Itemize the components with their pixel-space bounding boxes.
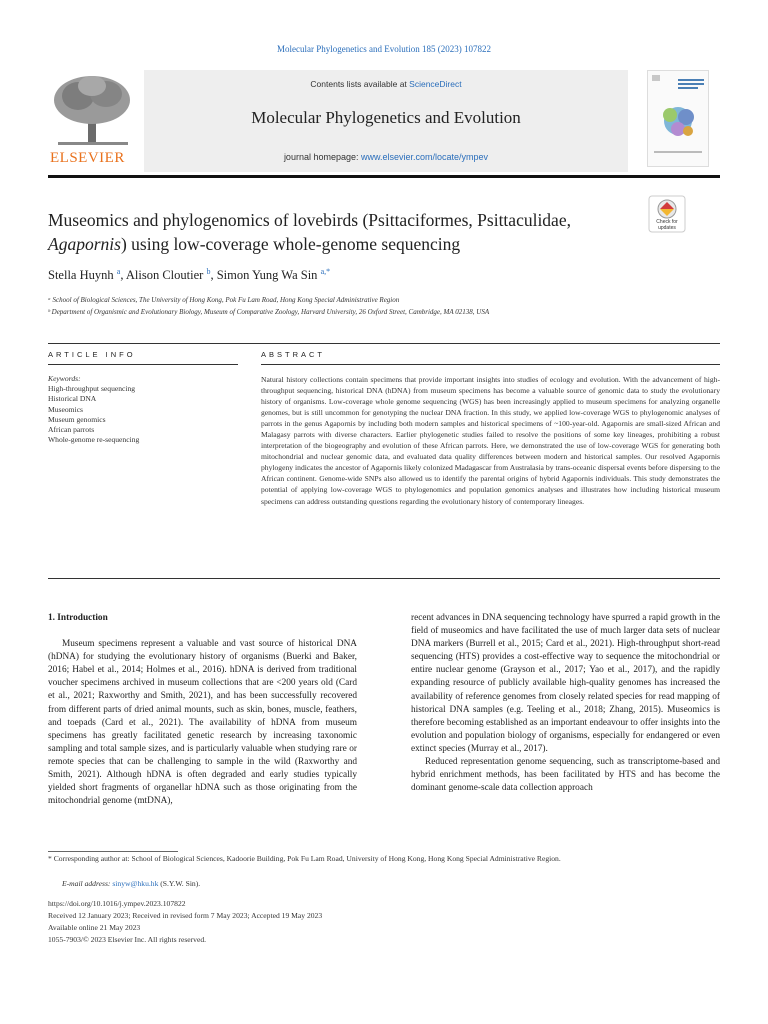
info-rule-left: [48, 364, 238, 365]
author-3-affil[interactable]: a,*: [320, 267, 331, 276]
author-2[interactable]: Alison Cloutier: [125, 268, 204, 283]
header-rule: [48, 175, 720, 178]
elsevier-logo[interactable]: [48, 70, 138, 172]
contents-prefix: Contents lists available at: [310, 79, 410, 89]
email-label: E-mail address:: [62, 879, 113, 888]
title-genus: Agapornis: [48, 234, 121, 254]
banner-center: [144, 70, 628, 172]
journal-cover-thumbnail[interactable]: [647, 70, 709, 167]
keyword: Whole-genome re-sequencing: [48, 435, 140, 445]
copyright: 1055-7903/© 2023 Elsevier Inc. All rights reserved.: [48, 935, 207, 944]
doi-link[interactable]: https://doi.org/10.1016/j.ympev.2023.107822: [48, 899, 186, 908]
abstract-heading: ABSTRACT: [261, 350, 326, 359]
sciencedirect-link[interactable]: ScienceDirect: [409, 79, 462, 89]
keywords-block: [48, 374, 238, 445]
title-part2: ) using low-coverage whole-genome sequencing: [120, 234, 461, 254]
abstract-bottom-rule: [48, 578, 720, 579]
affiliation-b: ᵇ Department of Organismic and Evolutionary Biology, Museum of Comparative Zoology, Harvard University, 26 Oxford Street, Cambridge, MA 02138, USA: [48, 308, 490, 316]
article-title: [48, 208, 628, 256]
abstract-text: Natural history collections contain specimens that provide important insights into studies of ecology and evolution. With the advancement of high-throughput sequencing, historical DNA (hDNA) from museum specimens has become a valuable source of genomic data to study the evolutionary history of organisms. Low-coverage whole genome sequencing (WGS) has been increasingly applied to museum specimens for analyzing organelle genomes, but is still uncommon for genotyping the nuclear DNA fraction. In this study, we applied low-coverage WGS to phylogenomic analyses of parrots in the genus Agapornis by including both modern samples and historical specimens of ~100-year-old. Agapornis are small-sized African and Malagasy parrots with diverse characters. Earlier phylogenetic studies failed to resolve the positions of some key lineages, prohibiting a robust interpretation of the biogeography and evolution of these African parrots. Here, we demonstrated the use of low-coverage WGS for generating both mitochondrial and nuclear genomic data, and evaluated data quality differences between modern and historical samples. Our resolved Agapornis phylogeny indicates the ancestor of Agapornis likely colonized Madagascar from Australasia by trans-oceanic dispersal events before dispersing to the African continent. Genome-wide SNPs also allowed us to identify the parental origins of hybrid Agapornis individuals. This study demonstrates the potential of applying low-coverage WGS to phylogenomics and population genomics analyses and illustrates how including historical museum specimens can address outstanding questions regarding the evolutionary history of contemporary lineages.: [261, 375, 720, 506]
journal-title: Molecular Phylogenetics and Evolution: [251, 108, 521, 127]
keyword: Museomics: [48, 404, 84, 414]
keyword: African parrots: [48, 425, 95, 435]
author-2-affil[interactable]: b: [206, 267, 211, 276]
journal-citation[interactable]: Molecular Phylogenetics and Evolution 185 (2023) 107822: [277, 44, 491, 54]
author-1[interactable]: Stella Huynh: [48, 268, 114, 283]
affiliation-a: ᵃ School of Biological Sciences, The University of Hong Kong, Pok Fu Lam Road, Hong Kong Special Administrative Region: [48, 296, 400, 304]
email-link[interactable]: sinyw@hku.hk: [112, 879, 159, 888]
author-list: Stella Huynh $^a$, Alison Cloutier $^b$, Simon Yung Wa Sin $^{a,*}$: [48, 267, 331, 283]
homepage-link[interactable]: www.elsevier.com/locate/ympev: [361, 152, 489, 162]
section-heading-introduction: 1. Introduction: [48, 613, 108, 623]
email-line: [62, 878, 734, 889]
body-column-left: [48, 612, 357, 808]
author-3[interactable]: Simon Yung Wa Sin: [216, 268, 318, 283]
body-column-right: [411, 612, 720, 795]
received-dates: Received 12 January 2023; Received in revised form 7 May 2023; Accepted 19 May 2023: [48, 911, 323, 920]
journal-banner: [48, 70, 628, 172]
check-for-updates-button[interactable]: [648, 195, 686, 233]
homepage-prefix: journal homepage:: [283, 152, 361, 162]
elsevier-wordmark: ELSEVIER: [50, 150, 125, 166]
tree-icon: [48, 70, 138, 150]
contents-line: [144, 79, 628, 89]
keyword: High-throughput sequencing: [48, 384, 136, 394]
keyword: Museum genomics: [48, 414, 106, 424]
check-for-updates-label: Check for updates: [656, 219, 678, 231]
intro-paragraph-1-cont: recent advances in DNA sequencing technology have spurred a rapid growth in the field of museomics and have facilitated the use of much larger data sets of nuclear DNA markers (Burrell et al., 2015; Card et al., 2021). High-throughput short-read sequencing (HTS) provides a cost-effective way to sequence the mitochondrial or entire nuclear genome (Grayson et al., 2017; Yao et al., 2017), and the rapidly expanding resource of publicly available high-quality genomes has increased the availability of reference genomes from closely related species for read mapping of historical DNA samples (e.g. Teeling et al., 2018; Zhang, 2015). Museomics is therefore becoming established as an important endeavour to offer insights into the evolution and population biology of organisms, especially for endangered or even extinct species (Murray et al., 2017).: [411, 613, 720, 754]
corresponding-author-note: * Corresponding author at: School of Biological Sciences, Kadoorie Building, Pok Fu Lam Road, University of Hong Kong, Hong Kong Special Administrative Region.: [48, 854, 561, 863]
footnote-separator: [48, 851, 178, 852]
title-part1: Museomics and phylogenomics of lovebirds (Psittaciformes, Psittaculidae,: [48, 210, 571, 230]
intro-paragraph-2: Reduced representation genome sequencing, such as transcriptome-based and hybrid enrichment methods, has been facilitated by HTS and has become the dominant genome-scale data collection approach: [411, 757, 720, 794]
info-top-rule: [48, 343, 720, 344]
author-1-affil[interactable]: a: [116, 267, 121, 276]
email-suffix: (S.Y.W. Sin).: [158, 879, 201, 888]
keywords-label: Keywords:: [48, 374, 81, 383]
info-rule-right: [261, 364, 720, 365]
cover-art-icon: [648, 71, 708, 166]
available-online: Available online 21 May 2023: [48, 923, 141, 932]
intro-paragraph-1: Museum specimens represent a valuable and vast source of historical DNA (hDNA) for studying the evolutionary history of organisms (Buerki and Baker, 2016; Habel et al., 2014; Holmes et al., 2016). hDNA is derived from traditional voucher specimens archived in museum collections that are <200 years old (Card et al., 2021; Raxworthy and Smith, 2021), and has been successfully recovered from different parts of dried animal mounts, such as skin, bones, muscle, feathers, and toepads (Card et al., 2021). The availability of hDNA from museum specimens has greatly facilitated genetic research by increasing taxonomic sampling and total sample sizes, and is particularly valuable when studying rare or remote species that can be challenging to sample in the wild (Raxworthy and Smith, 2021). Although hDNA is often degraded and early studies typically yielded short fragments of organellar hDNA such as those originating from the mitochondrial genome (mtDNA),: [48, 639, 357, 807]
homepage-line: [144, 152, 628, 162]
keyword: Historical DNA: [48, 394, 97, 404]
article-info-heading: ARTICLE INFO: [48, 350, 136, 359]
